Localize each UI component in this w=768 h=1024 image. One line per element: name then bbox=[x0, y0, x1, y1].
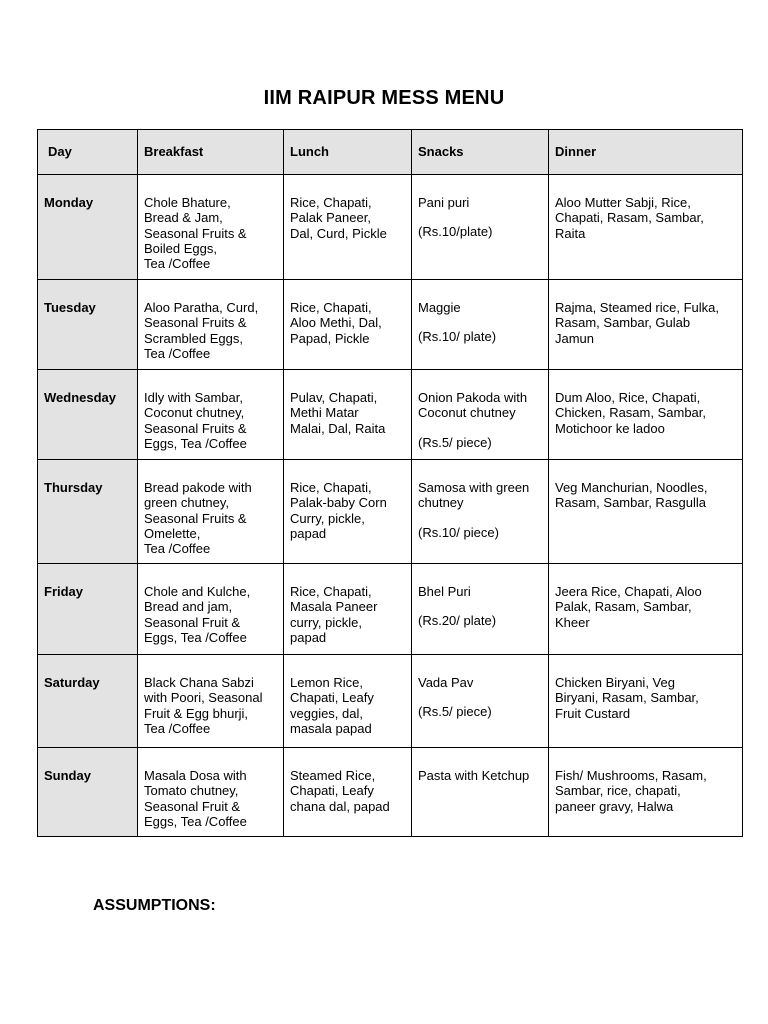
snack-price: (Rs.10/ piece) bbox=[418, 524, 499, 540]
breakfast-cell bbox=[138, 748, 284, 837]
day-cell bbox=[38, 370, 138, 460]
breakfast-cell bbox=[138, 564, 284, 655]
header-lunch: Lunch bbox=[284, 130, 412, 175]
table-row bbox=[38, 175, 743, 280]
day-cell bbox=[38, 564, 138, 655]
table-row bbox=[38, 370, 743, 460]
breakfast-cell bbox=[138, 655, 284, 748]
snack-price: (Rs.20/ plate) bbox=[418, 613, 497, 629]
breakfast-text: Aloo Paratha, Curd, Seasonal Fruits & Scrambled Eggs, Tea /Coffee bbox=[144, 300, 259, 361]
breakfast-text: Chole Bhature, Bread & Jam, Seasonal Fruits & Boiled Eggs, Tea /Coffee bbox=[144, 195, 247, 272]
table-row bbox=[38, 280, 743, 370]
dinner-cell bbox=[549, 280, 743, 370]
breakfast-text: Chole and Kulche, Bread and jam, Seasonal Fruit & Eggs, Tea /Coffee bbox=[144, 584, 251, 645]
day-cell bbox=[38, 655, 138, 748]
dinner-text: Rajma, Steamed rice, Fulka, Rasam, Sambar, Gulab Jamun bbox=[555, 300, 720, 346]
lunch-text: Steamed Rice, Chapati, Leafy chana dal, papad bbox=[290, 768, 390, 814]
lunch-cell bbox=[284, 460, 412, 564]
day-cell bbox=[38, 280, 138, 370]
snack-price: (Rs.5/ piece) bbox=[418, 434, 492, 450]
day-label: Sunday bbox=[44, 768, 91, 783]
snacks-cell bbox=[412, 564, 549, 655]
lunch-text: Pulav, Chapati, Methi Matar Malai, Dal, Raita bbox=[290, 390, 386, 436]
table-row bbox=[38, 748, 743, 837]
lunch-cell bbox=[284, 748, 412, 837]
snack-text: Pasta with Ketchup bbox=[418, 768, 530, 783]
snacks-cell bbox=[412, 175, 549, 280]
dinner-cell bbox=[549, 748, 743, 837]
breakfast-text: Black Chana Sabzi with Poori, Seasonal Fruit & Egg bhurji, Tea /Coffee bbox=[144, 675, 263, 736]
table-row bbox=[38, 655, 743, 748]
snacks-cell bbox=[412, 370, 549, 460]
lunch-text: Rice, Chapati, Palak Paneer, Dal, Curd, Pickle bbox=[290, 195, 387, 241]
snack-text: Samosa with green chutney bbox=[418, 480, 530, 511]
day-label: Thursday bbox=[44, 480, 103, 495]
snack-text: Pani puri bbox=[418, 195, 470, 210]
snacks-cell bbox=[412, 280, 549, 370]
breakfast-text: Bread pakode with green chutney, Seasonal Fruits & Omelette, Tea /Coffee bbox=[144, 480, 252, 557]
assumptions-heading: ASSUMPTIONS: bbox=[93, 897, 216, 914]
day-label: Tuesday bbox=[44, 300, 96, 315]
snacks-cell bbox=[412, 655, 549, 748]
day-label: Wednesday bbox=[44, 390, 117, 405]
lunch-cell bbox=[284, 370, 412, 460]
dinner-cell bbox=[549, 655, 743, 748]
dinner-cell bbox=[549, 175, 743, 280]
breakfast-text: Masala Dosa with Tomato chutney, Seasonal Fruit & Eggs, Tea /Coffee bbox=[144, 768, 247, 829]
lunch-text: Rice, Chapati, Palak-baby Corn Curry, pickle, papad bbox=[290, 480, 387, 541]
snacks-cell bbox=[412, 748, 549, 837]
table-row bbox=[38, 564, 743, 655]
breakfast-cell bbox=[138, 175, 284, 280]
header-day: Day bbox=[38, 130, 138, 175]
mess-menu-table bbox=[37, 129, 743, 837]
snack-text: Maggie bbox=[418, 300, 461, 315]
snack-text: Onion Pakoda with Coconut chutney bbox=[418, 390, 528, 421]
page-title: IIM RAIPUR MESS MENU bbox=[263, 87, 505, 109]
day-cell bbox=[38, 460, 138, 564]
breakfast-cell bbox=[138, 370, 284, 460]
breakfast-cell bbox=[138, 460, 284, 564]
lunch-text: Rice, Chapati, Aloo Methi, Dal, Papad, Pickle bbox=[290, 300, 382, 346]
snack-text: Bhel Puri bbox=[418, 584, 471, 599]
breakfast-cell bbox=[138, 280, 284, 370]
header-row bbox=[38, 130, 743, 175]
lunch-cell bbox=[284, 175, 412, 280]
header-dinner: Dinner bbox=[549, 130, 743, 175]
dinner-text: Chicken Biryani, Veg Biryani, Rasam, Sambar, Fruit Custard bbox=[555, 675, 699, 721]
day-label: Saturday bbox=[44, 675, 100, 690]
header-breakfast: Breakfast bbox=[138, 130, 284, 175]
snack-price: (Rs.10/plate) bbox=[418, 224, 493, 240]
table-row bbox=[38, 460, 743, 564]
dinner-text: Veg Manchurian, Noodles, Rasam, Sambar, Rasgulla bbox=[555, 480, 708, 511]
dinner-cell bbox=[549, 460, 743, 564]
snack-price: (Rs.10/ plate) bbox=[418, 329, 497, 345]
dinner-text: Aloo Mutter Sabji, Rice, Chapati, Rasam, Sambar, Raita bbox=[555, 195, 704, 241]
day-cell bbox=[38, 175, 138, 280]
menu-body bbox=[38, 175, 743, 837]
lunch-text: Rice, Chapati, Masala Paneer curry, pickle, papad bbox=[290, 584, 378, 645]
day-label: Monday bbox=[44, 195, 94, 210]
dinner-text: Jeera Rice, Chapati, Aloo Palak, Rasam, Sambar, Kheer bbox=[555, 584, 702, 630]
dinner-cell bbox=[549, 370, 743, 460]
day-label: Friday bbox=[44, 584, 84, 599]
lunch-cell bbox=[284, 655, 412, 748]
breakfast-text: Idly with Sambar, Coconut chutney, Seasonal Fruits & Eggs, Tea /Coffee bbox=[144, 390, 247, 451]
lunch-cell bbox=[284, 280, 412, 370]
dinner-cell bbox=[549, 564, 743, 655]
snacks-cell bbox=[412, 460, 549, 564]
snack-text: Vada Pav bbox=[418, 675, 474, 690]
day-cell bbox=[38, 748, 138, 837]
lunch-text: Lemon Rice, Chapati, Leafy veggies, dal, masala papad bbox=[290, 675, 374, 736]
header-snacks: Snacks bbox=[412, 130, 549, 175]
snack-price: (Rs.5/ piece) bbox=[418, 704, 492, 720]
dinner-text: Fish/ Mushrooms, Rasam, Sambar, rice, chapati, paneer gravy, Halwa bbox=[555, 768, 707, 814]
lunch-cell bbox=[284, 564, 412, 655]
dinner-text: Dum Aloo, Rice, Chapati, Chicken, Rasam, Sambar, Motichoor ke ladoo bbox=[555, 390, 707, 436]
